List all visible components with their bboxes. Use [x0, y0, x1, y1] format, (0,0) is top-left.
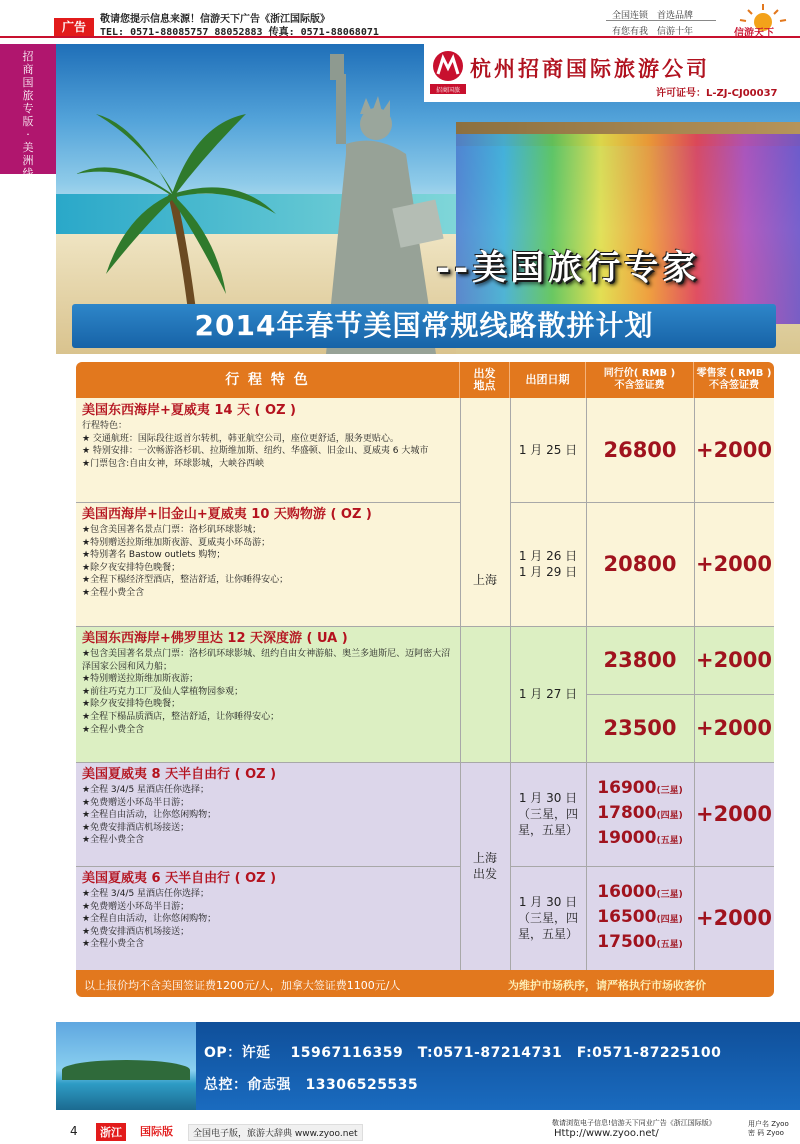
op-contact: OP：许延 15967116359 T:0571-87214731 F:0571-87225100	[204, 1045, 722, 1061]
route-detail: ★包含美国著名景点门票：洛杉矶环球影城；	[82, 525, 262, 535]
departure-city: 上海 出发	[472, 851, 497, 881]
price-tier	[597, 827, 682, 852]
tier-label: (五星)	[656, 939, 683, 950]
trade-price-tiers	[586, 762, 694, 866]
tier-price: 17800	[597, 802, 657, 823]
manager-contact: 总控：俞志强 13306525535	[204, 1077, 419, 1093]
price-tier	[597, 802, 682, 827]
route-detail: ★特别赠送拉斯维加斯夜游、夏威夷小环岛游；	[82, 537, 271, 548]
route-detail: ★全程小费全含	[82, 587, 145, 598]
side-tab-char: 旅	[22, 89, 34, 102]
company-logo-icon	[430, 50, 466, 94]
table-row-features	[82, 630, 454, 736]
market-note: 为维护市场秩序，请严格执行市场收客价	[508, 979, 706, 992]
header-features: 行 程 特 色	[76, 362, 460, 398]
island-shape	[62, 1060, 190, 1080]
website-link[interactable]: Http://www.zyoo.net/	[554, 1128, 659, 1139]
header-trade-price	[586, 362, 694, 398]
price-tier	[597, 931, 682, 956]
region-badge: 浙江	[96, 1123, 126, 1141]
route-detail: ★全程 3/4/5 星酒店任你选择；	[82, 889, 210, 899]
route-detail: ★ 特别安排：一次畅游洛杉矶、拉斯维加斯、纽约、华盛顿、旧金山、夏威夷 6 大城市	[82, 446, 429, 457]
grid-line	[76, 502, 460, 503]
hero-banner	[56, 44, 800, 354]
route-detail: ★全程自由活动，让你悠闲购物；	[82, 810, 217, 821]
tier-price: 16000	[597, 881, 657, 902]
retail-price: +2000	[695, 648, 773, 672]
rainbow-falls-image	[456, 134, 800, 324]
table-row-features	[82, 766, 454, 847]
side-tab-char: 美	[22, 141, 34, 154]
top-slogan-1: 全国连锁 首选品牌	[612, 11, 694, 21]
route-detail: ★前往巧克力工厂及仙人掌植物园参观；	[82, 686, 244, 697]
route-detail: ★全程小费全含	[82, 835, 145, 846]
route-detail: ★全程下榻经济型酒店，整洁舒适，让你睡得安心；	[82, 575, 289, 586]
retail-price: +2000	[695, 906, 773, 930]
retail-price-label: 零售家 ( RMB )	[696, 368, 772, 379]
route-detail: 行程特色：	[82, 421, 128, 431]
side-tab-char: 专	[22, 102, 34, 115]
route-detail: ★全程下榻品质酒店，整洁舒适，让你睡得安心；	[82, 711, 280, 722]
table-row-features	[82, 402, 454, 470]
side-tab-char: 线	[22, 167, 34, 180]
trade-price-note: 不含签证费	[614, 380, 665, 391]
top-slogan-2: 有您有我 信游十年	[612, 27, 694, 37]
departure-date: 1 月 26 日 1 月 29 日	[518, 549, 578, 579]
route-detail: ★全程小费全含	[82, 724, 145, 735]
route-title: 美国东西海岸+佛罗里达 12 天深度游 ( UA )	[82, 631, 348, 646]
login-info	[748, 1120, 789, 1138]
departure-date: 1 月 27 日	[518, 687, 578, 701]
departure-date: 1 月 30 日 （三星，四 星，五星）	[517, 791, 578, 837]
password-label: 密 码 Zyoo	[748, 1129, 784, 1137]
trade-price: 20800	[603, 552, 677, 576]
tier-price: 17500	[597, 931, 657, 952]
table-row-features	[82, 506, 454, 600]
retail-price: +2000	[695, 438, 773, 462]
tier-label: (五星)	[656, 835, 683, 846]
departure-date: 1 月 30 日 （三星，四 星，五星）	[517, 895, 578, 941]
route-detail: ★除夕夜安排特色晚餐；	[82, 699, 181, 710]
top-ad-bar	[0, 0, 800, 38]
table-footer	[76, 970, 774, 997]
retail-price: +2000	[695, 552, 773, 576]
footer-slogan: 全国电子版，旅游大辞典 www.zyoo.net	[188, 1124, 363, 1141]
price-tier	[597, 881, 682, 906]
tier-price: 19000	[597, 827, 657, 848]
top-contact: TEL: 0571-88085757 88052883 传真: 0571-88068071	[100, 27, 379, 38]
hero-slogan: --美国旅行专家	[436, 248, 701, 288]
route-detail: ★特别著名 Bastow outlets 购物；	[82, 550, 226, 561]
tier-price: 16900	[597, 777, 657, 798]
ad-tag: 广告	[54, 18, 94, 36]
trade-price: 23800	[603, 648, 677, 672]
brand-name: 信游天下	[734, 28, 774, 39]
side-tab-char: 招	[22, 50, 34, 63]
grid-line	[76, 866, 460, 867]
tier-label: (三星)	[656, 785, 683, 796]
retail-price-note: 不含签证费	[709, 380, 759, 391]
trade-price: 23500	[603, 716, 677, 740]
page-number: 4	[70, 1124, 78, 1138]
route-detail: ★除夕夜安排特色晚餐；	[82, 562, 181, 573]
price-tier	[597, 777, 682, 802]
contact-bar	[56, 1022, 800, 1110]
route-detail: ★全程小费全含	[82, 939, 145, 950]
route-detail: ★免费赠送小环岛半日游；	[82, 901, 190, 912]
retail-price: +2000	[695, 802, 773, 826]
top-notice: 敬请您提示信息来源！信游天下广告《浙江国际版》	[100, 14, 330, 25]
side-tab-char: 版	[22, 115, 34, 128]
side-tab-char: ·	[26, 128, 30, 141]
route-detail: ★门票包含:自由女神，环球影城，大峡谷西峡	[82, 458, 265, 469]
route-title: 美国西海岸+旧金山+夏威夷 10 天购物游 ( OZ )	[82, 507, 372, 522]
footer-notice: 敬请浏览电子信息!信游天下同业广告《浙江国际版》	[552, 1119, 716, 1127]
trade-price: 26800	[603, 438, 677, 462]
header-date: 出团日期	[510, 362, 586, 398]
tier-label: (四星)	[656, 914, 683, 925]
route-detail: ★全程 3/4/5 星酒店任你选择；	[82, 785, 210, 795]
route-detail: ★特别赠送拉斯维加斯夜游；	[82, 674, 199, 685]
route-detail: ★免费安排酒店机场接送；	[82, 926, 190, 937]
retail-price: +2000	[695, 716, 773, 740]
header-departure: 出发地点	[460, 362, 510, 398]
itinerary-table	[76, 362, 774, 997]
page-title: 2014年春节美国常规线路散拼计划	[72, 304, 776, 348]
tier-label: (四星)	[656, 810, 683, 821]
price-tier	[597, 906, 682, 931]
company-name: 杭州招商国际旅游公司	[470, 57, 710, 81]
username-label: 用户名 Zyoo	[748, 1120, 789, 1128]
route-detail: ★全程自由活动，让你悠闲购物；	[82, 914, 217, 925]
edition-label: 国际版	[140, 1125, 173, 1138]
trade-price-label: 同行价( RMB )	[603, 368, 676, 379]
departure-date: 1 月 25 日	[518, 443, 578, 457]
page-footer	[0, 1116, 800, 1144]
tier-label: (三星)	[656, 889, 683, 900]
route-title: 美国夏威夷 6 天半自由行 ( OZ )	[82, 871, 277, 886]
trade-price-tiers	[586, 866, 694, 970]
table-row-features	[82, 870, 454, 951]
tier-price: 16500	[597, 906, 657, 927]
visa-note: 以上报价均不含美国签证费1200元/人，加拿大签证费1100元/人	[84, 979, 401, 992]
side-tab-char: 国	[22, 76, 34, 89]
table-header	[76, 362, 774, 398]
license-number: 许可证号：L-ZJ-CJ00037	[656, 88, 778, 99]
route-title: 美国夏威夷 8 天半自由行 ( OZ )	[82, 767, 277, 782]
route-title: 美国东西海岸+夏威夷 14 天 ( OZ )	[82, 403, 296, 418]
route-detail: ★免费赠送小环岛半日游；	[82, 797, 190, 808]
route-detail: ★包含美国著名景点门票：洛杉矶环球影城、纽约自由女神游船、奥兰多迪斯尼、迈阿密大沼泽国家公园和风力船；	[82, 649, 451, 672]
side-tab-char: 洲	[22, 154, 34, 167]
header-retail-price	[694, 362, 774, 398]
route-detail: ★免费安排酒店机场接送；	[82, 822, 190, 833]
logo-caption: 招商国旅	[435, 87, 461, 94]
side-tab-char: 商	[22, 63, 34, 76]
section-side-tab	[0, 44, 56, 180]
departure-city: 上海	[472, 573, 497, 587]
route-detail: ★ 交通航班：国际段往返首尔转机，韩亚航空公司，座位更舒适，服务更贴心。	[82, 433, 399, 444]
divider	[606, 20, 716, 21]
